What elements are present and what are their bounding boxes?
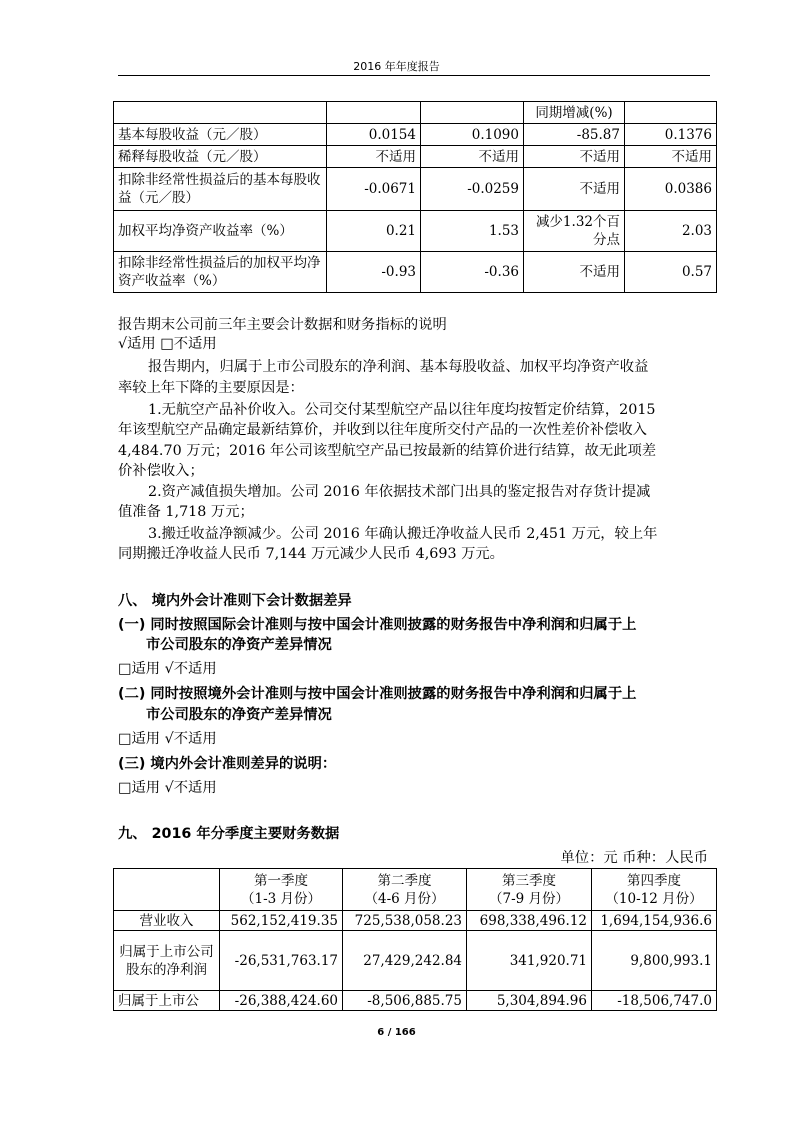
table-row bbox=[114, 991, 717, 1011]
section8-sub1-heading-cont: 市公司股东的净资产差异情况 bbox=[146, 637, 332, 653]
paragraph-line: 值准备 1,718 万元； bbox=[118, 504, 254, 520]
quarter-name: 第三季度 bbox=[502, 872, 556, 889]
quarter-range: （1-3 月份） bbox=[240, 890, 322, 907]
quarterly-data-table bbox=[113, 868, 717, 1011]
row-label: 归属于上市公司股东的净利润 bbox=[114, 931, 220, 991]
value-2016: 0.0154 bbox=[327, 124, 421, 146]
value-2015: 1.53 bbox=[421, 211, 524, 252]
header-cell-change: 同期增减(%) bbox=[524, 102, 625, 124]
table-row bbox=[114, 168, 717, 211]
table-row bbox=[114, 931, 717, 991]
header-cell-empty bbox=[114, 869, 220, 911]
header-cell bbox=[421, 102, 524, 124]
row-label: 稀释每股收益（元／股） bbox=[114, 146, 327, 168]
row-label: 加权平均净资产收益率（%） bbox=[114, 211, 327, 252]
q3-value: 698,338,496.12 bbox=[467, 911, 592, 931]
header-cell bbox=[625, 102, 717, 124]
table-row bbox=[114, 252, 717, 293]
value-change: 不适用 bbox=[524, 168, 625, 211]
section8-sub3-heading: (三) 境内外会计准则差异的说明： bbox=[118, 756, 337, 772]
quarter-range: （7-9 月份） bbox=[488, 890, 570, 907]
value-2015: 0.1090 bbox=[421, 124, 524, 146]
section8-sub1-applicability: □适用 √不适用 bbox=[118, 661, 217, 677]
q4-value: 9,800,993.1 bbox=[592, 931, 717, 991]
value-2014: 0.0386 bbox=[625, 168, 717, 211]
quarter-name: 第二季度 bbox=[377, 872, 432, 889]
section8-sub1-heading: (一) 同时按照国际会计准则与按中国会计准则披露的财务报告中净利润和归属于上 bbox=[118, 617, 637, 633]
value-2016: 0.21 bbox=[327, 211, 421, 252]
explain-applicability: √适用 □不适用 bbox=[118, 336, 217, 352]
value-2014: 0.57 bbox=[625, 252, 717, 293]
header-title: 2016 年年度报告 bbox=[353, 60, 440, 73]
row-label: 扣除非经常性损益后的加权平均净资产收益率（%） bbox=[114, 252, 327, 293]
paragraph-line: 年该型航空产品确定最新结算价，并收到以往年度所交付产品的一次性差价补偿收入 bbox=[118, 422, 647, 438]
row-label: 扣除非经常性损益后的基本每股收益（元／股） bbox=[114, 168, 327, 211]
paragraph-line: 4,484.70 万元；2016 年公司该型航空产品已按最新的结算价进行结算，故无此项差 bbox=[118, 443, 657, 459]
quarter-header bbox=[592, 869, 717, 911]
value-change: -85.87 bbox=[524, 124, 625, 146]
value-2014: 不适用 bbox=[625, 146, 717, 168]
q3-value: 5,304,894.96 bbox=[467, 991, 592, 1011]
page-number: 6 / 166 bbox=[377, 1027, 416, 1038]
q1-value: 562,152,419.35 bbox=[220, 911, 343, 931]
q1-value: -26,388,424.60 bbox=[220, 991, 343, 1011]
value-2015: -0.0259 bbox=[421, 168, 524, 211]
row-label: 归属于上市公 bbox=[114, 991, 220, 1011]
q4-value: 1,694,154,936.6 bbox=[592, 911, 717, 931]
paragraph-line: 报告期内，归属于上市公司股东的净利润、基本每股收益、加权平均净资产收益 bbox=[148, 359, 649, 375]
row-label: 营业收入 bbox=[114, 911, 220, 931]
section8-sub3-applicability: □适用 √不适用 bbox=[118, 780, 217, 796]
paragraph-line: 同期搬迁净收益人民币 7,144 万元减少人民币 4,693 万元。 bbox=[118, 546, 504, 562]
unit-currency-note: 单位：元 币种：人民币 bbox=[560, 850, 708, 866]
q1-value: -26,531,763.17 bbox=[220, 931, 343, 991]
value-change: 减少1.32个百分点 bbox=[524, 211, 625, 252]
paragraph-line: 价补偿收入； bbox=[118, 463, 204, 479]
q3-value: 341,920.71 bbox=[467, 931, 592, 991]
q2-value: 27,429,242.84 bbox=[343, 931, 467, 991]
value-2015: -0.36 bbox=[421, 252, 524, 293]
value-2016: -0.0671 bbox=[327, 168, 421, 211]
quarter-header bbox=[467, 869, 592, 911]
explain-title: 报告期末公司前三年主要会计数据和财务指标的说明 bbox=[118, 317, 447, 333]
quarter-name: 第四季度 bbox=[627, 872, 681, 889]
table-row bbox=[114, 124, 717, 146]
quarter-header bbox=[220, 869, 343, 911]
value-2014: 2.03 bbox=[625, 211, 717, 252]
q4-value: -18,506,747.0 bbox=[592, 991, 717, 1011]
table-row bbox=[114, 146, 717, 168]
q2-value: 725,538,058.23 bbox=[343, 911, 467, 931]
header-cell bbox=[114, 102, 327, 124]
section9-title: 九、 2016 年分季度主要财务数据 bbox=[118, 826, 340, 842]
value-2014: 0.1376 bbox=[625, 124, 717, 146]
row-label: 基本每股收益（元／股） bbox=[114, 124, 327, 146]
header-rule bbox=[118, 75, 710, 76]
q2-value: -8,506,885.75 bbox=[343, 991, 467, 1011]
section8-sub2-applicability: □适用 √不适用 bbox=[118, 731, 217, 747]
section8-sub2-heading: (二) 同时按照境外会计准则与按中国会计准则披露的财务报告中净利润和归属于上 bbox=[118, 686, 637, 702]
table-row bbox=[114, 911, 717, 931]
quarter-range: （4-6 月份） bbox=[364, 890, 445, 907]
value-2016: -0.93 bbox=[327, 252, 421, 293]
table-header-row bbox=[114, 869, 717, 911]
value-change: 不适用 bbox=[524, 252, 625, 293]
paragraph-line: 率较上年下降的主要原因是： bbox=[118, 380, 304, 396]
header-cell bbox=[327, 102, 421, 124]
section8-sub2-heading-cont: 市公司股东的净资产差异情况 bbox=[146, 707, 332, 723]
quarter-header bbox=[343, 869, 467, 911]
value-2016: 不适用 bbox=[327, 146, 421, 168]
per-share-metrics-table bbox=[113, 101, 717, 293]
table-header-row bbox=[114, 102, 717, 124]
section8-title: 八、 境内外会计准则下会计数据差异 bbox=[118, 593, 352, 609]
quarter-name: 第一季度 bbox=[254, 872, 308, 889]
paragraph-line: 2.资产减值损失增加。公司 2016 年依据技术部门出具的鉴定报告对存货计提减 bbox=[148, 484, 651, 500]
value-2015: 不适用 bbox=[421, 146, 524, 168]
quarter-range: （10-12 月份） bbox=[605, 890, 703, 907]
table-row bbox=[114, 211, 717, 252]
paragraph-line: 3.搬迁收益净额减少。公司 2016 年确认搬迁净收益人民币 2,451 万元，较上年 bbox=[148, 526, 658, 542]
paragraph-line: 1.无航空产品补价收入。公司交付某型航空产品以往年度均按暂定价结算，2015 bbox=[148, 402, 656, 418]
value-change: 不适用 bbox=[524, 146, 625, 168]
